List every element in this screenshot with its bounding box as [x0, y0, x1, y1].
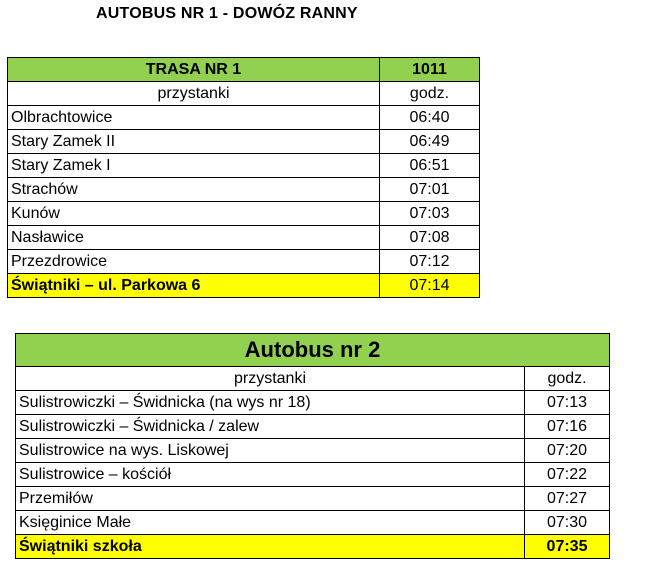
table-row [8, 250, 480, 274]
route-1-header-row [8, 58, 480, 82]
stop-name: Księginice Małe [16, 511, 525, 535]
table-row [16, 439, 610, 463]
stop-time: 07:13 [525, 391, 610, 415]
stop-time: 07:20 [525, 439, 610, 463]
route-1-name: TRASA NR 1 [8, 58, 380, 82]
stop-time: 07:01 [380, 178, 480, 202]
stop-name: Sulistrowiczki – Świdnicka / zalew [16, 415, 525, 439]
stop-time: 07:35 [525, 535, 610, 559]
route-2-header-row [16, 334, 610, 367]
table-row [8, 178, 480, 202]
stop-time: 06:51 [380, 154, 480, 178]
table-row [16, 487, 610, 511]
stop-name: Sulistrowiczki – Świdnicka (na wys nr 18) [16, 391, 525, 415]
stop-name: Sulistrowice na wys. Liskowej [16, 439, 525, 463]
table-row [8, 154, 480, 178]
stop-time: 07:27 [525, 487, 610, 511]
stops-column-header: przystanki [16, 367, 525, 391]
stop-name: Strachów [8, 178, 380, 202]
stop-name: Przemiłów [16, 487, 525, 511]
table-row [16, 415, 610, 439]
stop-time: 06:40 [380, 106, 480, 130]
page-title: AUTOBUS NR 1 - DOWÓZ RANNY [96, 5, 358, 22]
table-row [16, 511, 610, 535]
stop-time: 07:12 [380, 250, 480, 274]
table-row [8, 202, 480, 226]
table-row [16, 463, 610, 487]
route-2-table [15, 333, 610, 559]
stop-name: Przezdrowice [8, 250, 380, 274]
table-row [8, 130, 480, 154]
stop-name: Sulistrowice – kościół [16, 463, 525, 487]
stop-time: 07:08 [380, 226, 480, 250]
stop-name: Kunów [8, 202, 380, 226]
table-row [16, 391, 610, 415]
time-column-header: godz. [380, 82, 480, 106]
stop-time: 07:22 [525, 463, 610, 487]
stop-time: 07:16 [525, 415, 610, 439]
table-row [8, 106, 480, 130]
route-2-column-headers [16, 367, 610, 391]
route-1-code: 1011 [380, 58, 480, 82]
destination-row [8, 274, 480, 298]
stop-name: Stary Zamek I [8, 154, 380, 178]
stop-name: Świątniki szkoła [16, 535, 525, 559]
stop-name: Świątniki – ul. Parkowa 6 [8, 274, 380, 298]
route-2-name: Autobus nr 2 [16, 334, 610, 367]
destination-row [16, 535, 610, 559]
stop-time: 06:49 [380, 130, 480, 154]
stop-name: Nasławice [8, 226, 380, 250]
time-column-header: godz. [525, 367, 610, 391]
stop-name: Stary Zamek II [8, 130, 380, 154]
stops-column-header: przystanki [8, 82, 380, 106]
table-row [8, 226, 480, 250]
route-1-table [7, 57, 480, 298]
route-1-column-headers [8, 82, 480, 106]
stop-name: Olbrachtowice [8, 106, 380, 130]
stop-time: 07:14 [380, 274, 480, 298]
stop-time: 07:30 [525, 511, 610, 535]
stop-time: 07:03 [380, 202, 480, 226]
